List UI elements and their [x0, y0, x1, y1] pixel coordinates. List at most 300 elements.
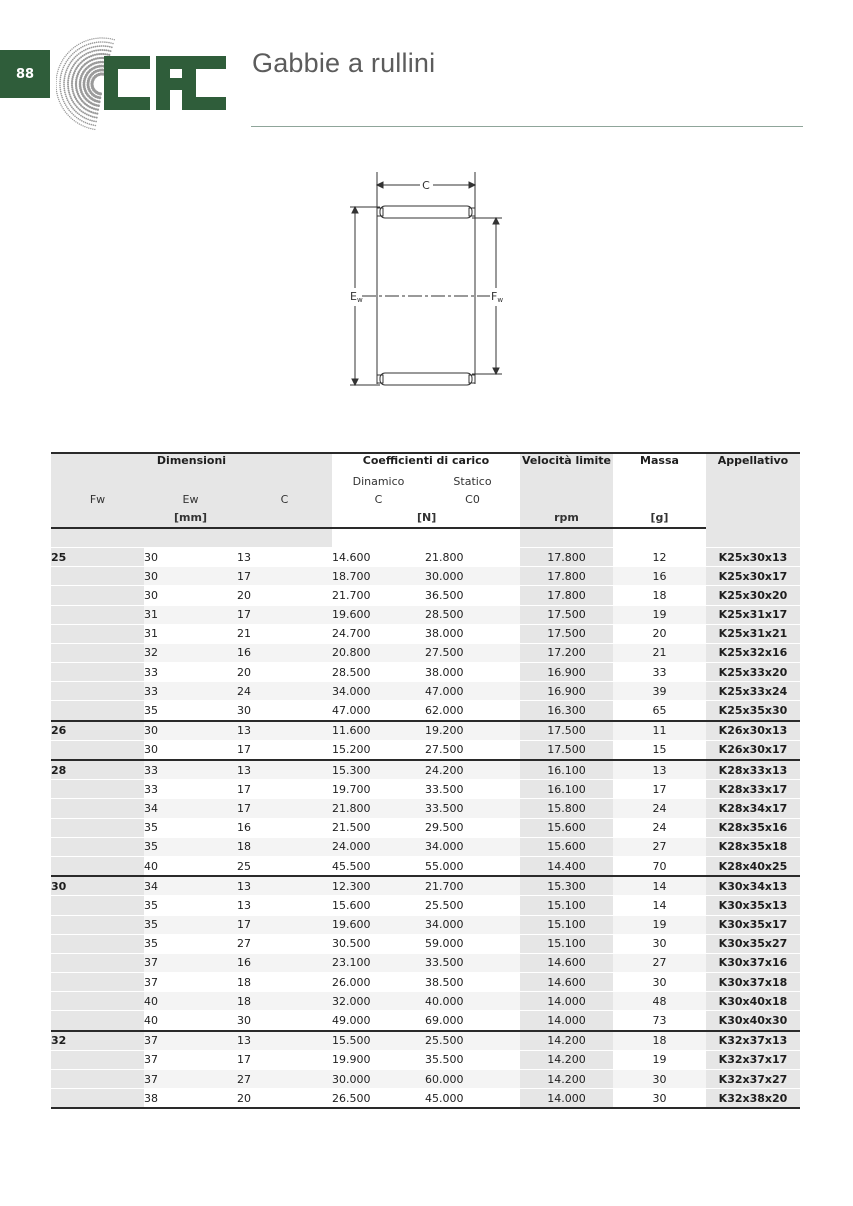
logo-dot: [59, 85, 61, 87]
logo-dot: [101, 45, 103, 47]
logo-dot: [65, 63, 67, 65]
logo-dot: [77, 112, 79, 114]
logo-dot: [66, 106, 68, 108]
logo-dot: [68, 51, 69, 52]
logo-dot: [85, 122, 87, 124]
cell-fw: [51, 799, 144, 818]
cell-mas: 11: [613, 721, 706, 741]
table-row: [51, 1011, 800, 1031]
table-row: [51, 896, 800, 915]
cell-c: 16: [237, 643, 332, 662]
table-row: [51, 740, 800, 760]
logo-dot: [68, 75, 70, 77]
cell-fw: [51, 663, 144, 682]
logo-dot: [74, 115, 76, 117]
cell-vel: 17.800: [520, 547, 613, 566]
logo-dot: [70, 111, 72, 113]
logo-dot: [66, 61, 68, 63]
cell-sta: 25.500: [425, 896, 520, 915]
logo-dot: [58, 99, 59, 100]
header-fw: Fw: [51, 490, 144, 508]
cell-vel: 17.200: [520, 643, 613, 662]
cell-dyn: 49.000: [332, 1011, 425, 1031]
logo-dot: [85, 53, 87, 55]
cell-fw: [51, 682, 144, 701]
cell-vel: 16.300: [520, 701, 613, 721]
logo-dot: [89, 123, 91, 125]
logo-dot: [91, 120, 93, 122]
cell-ew: 30: [144, 567, 237, 586]
table-row: [51, 1050, 800, 1069]
logo-dot: [84, 117, 86, 119]
cell-ew: 37: [144, 1070, 237, 1089]
cell-mas: 27: [613, 837, 706, 856]
cell-app: K30x37x16: [706, 953, 800, 972]
logo-dot: [59, 65, 60, 66]
logo-dot: [69, 56, 71, 58]
cell-mas: 27: [613, 953, 706, 972]
cell-app: K32x37x17: [706, 1050, 800, 1069]
logo-dot: [84, 54, 86, 56]
logo-dot: [88, 56, 90, 58]
cell-mas: 17: [613, 780, 706, 799]
logo-dot: [89, 47, 91, 49]
logo-dot: [77, 122, 78, 123]
logo-dot: [63, 67, 65, 69]
logo-dot: [90, 111, 92, 113]
table-row: [51, 818, 800, 837]
cell-c: 17: [237, 567, 332, 586]
cell-app: K30x40x30: [706, 1011, 800, 1031]
table-row: [51, 643, 800, 662]
cell-ew: 38: [144, 1089, 237, 1109]
logo-dot: [87, 40, 88, 41]
logo-dot: [88, 127, 89, 128]
cell-app: K32x37x13: [706, 1031, 800, 1051]
logo-dot: [94, 42, 96, 44]
page-title: Gabbie a rullini: [252, 48, 436, 78]
cell-c: 20: [237, 1089, 332, 1109]
cell-ew: 34: [144, 876, 237, 896]
cell-ew: 35: [144, 915, 237, 934]
logo-dot: [61, 106, 62, 107]
cell-dyn: 21.800: [332, 799, 425, 818]
cell-sta: 19.200: [425, 721, 520, 741]
logo-dot: [99, 49, 101, 51]
cell-c: 27: [237, 1070, 332, 1089]
logo-dot: [71, 86, 73, 88]
logo-dot: [61, 95, 63, 97]
logo-dot: [91, 38, 92, 39]
cell-dyn: 24.000: [332, 837, 425, 856]
logo-dot: [56, 91, 57, 92]
cell-sta: 30.000: [425, 567, 520, 586]
logo-dot: [75, 81, 77, 83]
logo-dot: [96, 53, 98, 55]
cell-fw: [51, 567, 144, 586]
cell-sta: 38.000: [425, 624, 520, 643]
cell-c: 13: [237, 896, 332, 915]
logo-dot: [78, 44, 79, 45]
logo-dot: [62, 99, 64, 101]
logo-dot: [78, 114, 80, 116]
cell-vel: 17.500: [520, 605, 613, 624]
cell-vel: 15.800: [520, 799, 613, 818]
cell-fw: [51, 605, 144, 624]
table-row: [51, 856, 800, 876]
logo-dot: [60, 93, 62, 95]
logo-dot: [110, 50, 112, 52]
header-dimensioni: Dimensioni: [51, 453, 332, 472]
logo-dot: [65, 111, 66, 112]
logo-dot: [61, 70, 63, 72]
table-row: [51, 1070, 800, 1089]
logo-dot: [74, 96, 76, 98]
unit-mm: [mm]: [144, 509, 237, 528]
cell-dyn: 19.600: [332, 605, 425, 624]
cell-vel: 14.000: [520, 1089, 613, 1109]
cell-dyn: 45.500: [332, 856, 425, 876]
logo-dot: [60, 63, 61, 64]
logo-dot: [67, 66, 69, 68]
logo-dot: [103, 37, 104, 38]
cell-fw: [51, 1070, 144, 1089]
cell-mas: 13: [613, 760, 706, 780]
logo-dot: [87, 52, 89, 54]
logo-dot: [83, 121, 85, 123]
cell-dyn: 21.700: [332, 586, 425, 605]
cell-mas: 18: [613, 586, 706, 605]
cell-sta: 33.500: [425, 953, 520, 972]
logo-dot: [79, 48, 81, 50]
cell-fw: [51, 1089, 144, 1109]
cell-fw: 28: [51, 760, 144, 780]
cell-sta: 21.800: [425, 547, 520, 566]
logo-dot: [67, 87, 69, 89]
cell-app: K25x30x20: [706, 586, 800, 605]
cell-sta: 69.000: [425, 1011, 520, 1031]
logo-dot: [112, 43, 114, 45]
table-row: [51, 780, 800, 799]
cell-dyn: 30.000: [332, 1070, 425, 1089]
logo-dot: [98, 53, 100, 55]
cell-sta: 47.000: [425, 682, 520, 701]
table-row: [51, 837, 800, 856]
logo-dot: [109, 46, 111, 48]
cell-app: K28x34x17: [706, 799, 800, 818]
logo-dot: [75, 56, 77, 58]
logo-dot: [80, 52, 82, 54]
logo-dot: [90, 128, 91, 129]
cell-mas: 20: [613, 624, 706, 643]
cell-app: K25x30x17: [706, 567, 800, 586]
logo-dot: [69, 116, 70, 117]
cell-fw: 26: [51, 721, 144, 741]
logo-dot: [63, 83, 65, 85]
logo-dot: [69, 94, 71, 96]
cell-ew: 40: [144, 1011, 237, 1031]
logo-dot: [59, 81, 61, 83]
logo-dot: [61, 61, 62, 62]
cell-vel: 15.100: [520, 915, 613, 934]
logo-dot: [74, 52, 76, 54]
table-row: [51, 1031, 800, 1051]
header-coefficienti: Coefficienti di carico: [332, 453, 520, 472]
cell-fw: [51, 624, 144, 643]
logo-dot: [84, 112, 86, 114]
cell-dyn: 12.300: [332, 876, 425, 896]
logo-dot: [60, 76, 62, 78]
cell-c: 27: [237, 934, 332, 953]
cell-c: 30: [237, 1011, 332, 1031]
logo-dot: [87, 48, 89, 50]
logo-dot: [58, 67, 59, 68]
logo-dot: [93, 46, 95, 48]
cell-sta: 28.500: [425, 605, 520, 624]
logo-dot: [62, 97, 64, 99]
table-row: [51, 547, 800, 566]
cell-sta: 60.000: [425, 1070, 520, 1089]
cell-ew: 35: [144, 896, 237, 915]
logo-dot: [90, 55, 92, 57]
cell-dyn: 18.700: [332, 567, 425, 586]
logo-dot: [89, 51, 91, 53]
logo-dot: [56, 89, 57, 90]
cell-c: 16: [237, 818, 332, 837]
cell-app: K30x35x13: [706, 896, 800, 915]
logo-dot: [73, 64, 75, 66]
cell-dyn: 19.700: [332, 780, 425, 799]
logo-dot: [83, 50, 85, 52]
table-row: [51, 1089, 800, 1109]
logo-dot: [80, 43, 81, 44]
cell-c: 20: [237, 663, 332, 682]
logo-dot: [72, 59, 74, 61]
logo-dot: [67, 83, 69, 85]
logo-dot: [101, 49, 103, 51]
cell-app: K28x40x25: [706, 856, 800, 876]
cell-sta: 40.000: [425, 992, 520, 1011]
logo-dot: [90, 115, 92, 117]
spec-table: [51, 452, 800, 1109]
logo-dot: [64, 92, 66, 94]
logo-dot: [82, 55, 84, 57]
logo-dot: [67, 67, 69, 69]
cell-sta: 33.500: [425, 780, 520, 799]
logo-dot: [96, 117, 98, 119]
logo-dot: [70, 50, 71, 51]
cell-sta: 59.000: [425, 934, 520, 953]
cell-vel: 14.400: [520, 856, 613, 876]
cell-dyn: 32.000: [332, 992, 425, 1011]
cell-vel: 17.500: [520, 740, 613, 760]
logo-dot: [114, 39, 115, 40]
cell-vel: 14.000: [520, 1011, 613, 1031]
cell-fw: [51, 1011, 144, 1031]
logo-dot: [68, 92, 70, 94]
logo-dot: [74, 109, 76, 111]
logo-dot: [108, 38, 109, 39]
cell-dyn: 19.900: [332, 1050, 425, 1069]
logo-dot: [60, 79, 62, 81]
cell-mas: 39: [613, 682, 706, 701]
logo-dot: [99, 37, 100, 38]
cell-app: K25x33x20: [706, 663, 800, 682]
logo-dot: [68, 115, 69, 116]
cell-app: K25x30x13: [706, 547, 800, 566]
logo-dot: [63, 58, 64, 59]
logo-graphic: [56, 30, 231, 138]
logo-dot: [89, 39, 90, 40]
logo-dot: [106, 42, 108, 44]
cell-app: K28x35x16: [706, 818, 800, 837]
table-row: [51, 973, 800, 992]
cell-fw: [51, 856, 144, 876]
logo-dot: [71, 84, 73, 86]
cell-app: K30x40x18: [706, 992, 800, 1011]
logo-dot: [72, 74, 74, 76]
logo-dot: [100, 53, 102, 55]
cell-sta: 25.500: [425, 1031, 520, 1051]
logo-dot: [86, 127, 87, 128]
cell-app: K32x38x20: [706, 1089, 800, 1109]
cell-ew: 40: [144, 856, 237, 876]
cell-dyn: 15.600: [332, 896, 425, 915]
logo-dot: [83, 41, 84, 42]
logo-dot: [75, 121, 76, 122]
header-velocita: Velocità limite: [520, 453, 613, 472]
cell-vel: 16.100: [520, 780, 613, 799]
logo-dot: [71, 55, 73, 57]
logo-dot: [102, 41, 104, 43]
cell-vel: 15.100: [520, 934, 613, 953]
logo-dot: [95, 121, 97, 123]
cell-fw: [51, 818, 144, 837]
cell-fw: [51, 740, 144, 760]
logo-dot: [70, 62, 72, 64]
cell-dyn: 30.500: [332, 934, 425, 953]
cell-mas: 70: [613, 856, 706, 876]
cell-ew: 35: [144, 934, 237, 953]
cell-dyn: 19.600: [332, 915, 425, 934]
logo-dot: [76, 61, 78, 63]
logo-dot: [110, 38, 111, 39]
logo-dot: [68, 64, 70, 66]
logo-dot: [78, 118, 80, 120]
logo-dot: [97, 49, 99, 51]
logo-dot: [95, 46, 97, 48]
logo-dot: [106, 53, 108, 55]
logo-dot: [86, 44, 88, 46]
table-row: [51, 721, 800, 741]
cell-dyn: 20.800: [332, 643, 425, 662]
cell-sta: 38.000: [425, 663, 520, 682]
logo-dot: [81, 51, 83, 53]
logo-dot: [76, 117, 78, 119]
logo-dot: [72, 66, 74, 68]
cell-fw: 30: [51, 876, 144, 896]
logo-dot: [60, 104, 61, 105]
logo-dot: [75, 87, 77, 89]
logo-dot: [72, 53, 74, 55]
cell-fw: [51, 934, 144, 953]
cell-sta: 27.500: [425, 643, 520, 662]
logo-dot: [82, 42, 83, 43]
logo-dot: [73, 72, 75, 74]
cell-sta: 35.500: [425, 1050, 520, 1069]
logo-dot: [68, 90, 70, 92]
unit-n: [N]: [425, 509, 520, 528]
cell-ew: 30: [144, 721, 237, 741]
logo-dot: [65, 71, 67, 73]
logo-dot: [71, 113, 73, 115]
cell-dyn: 28.500: [332, 663, 425, 682]
logo-dot: [104, 41, 106, 43]
logo-dot: [85, 118, 87, 120]
logo-dot: [72, 90, 74, 92]
cell-app: K26x30x13: [706, 721, 800, 741]
logo-dot: [85, 40, 86, 41]
cell-fw: [51, 896, 144, 915]
logo-dot: [66, 69, 68, 71]
cell-sta: 55.000: [425, 856, 520, 876]
logo-dot: [57, 73, 58, 74]
logo-dot: [81, 124, 82, 125]
cell-fw: [51, 780, 144, 799]
cell-ew: 32: [144, 643, 237, 662]
cell-fw: [51, 992, 144, 1011]
logo-dot: [100, 41, 102, 43]
logo-dot: [82, 125, 83, 126]
cell-ew: 30: [144, 740, 237, 760]
logo-dot: [59, 101, 60, 102]
cell-vel: 14.000: [520, 992, 613, 1011]
cell-mas: 21: [613, 643, 706, 662]
cell-mas: 33: [613, 663, 706, 682]
logo-dot: [68, 77, 70, 79]
cell-c: 30: [237, 701, 332, 721]
logo-dot: [82, 111, 84, 113]
logo-dot: [99, 45, 101, 47]
cell-ew: 35: [144, 818, 237, 837]
logo-dot: [72, 108, 74, 110]
logo-dot: [56, 81, 57, 82]
cell-ew: 40: [144, 992, 237, 1011]
logo-dot: [85, 49, 87, 51]
cell-dyn: 34.000: [332, 682, 425, 701]
logo-dot: [74, 120, 75, 121]
logo-dot: [88, 43, 90, 45]
logo-dot: [91, 124, 93, 126]
cell-sta: 45.000: [425, 1089, 520, 1109]
cell-vel: 15.300: [520, 876, 613, 896]
logo-dot: [64, 90, 66, 92]
header-ew: Ew: [144, 490, 237, 508]
cell-vel: 17.800: [520, 586, 613, 605]
unit-g: [g]: [613, 509, 706, 528]
logo-dot: [63, 101, 65, 103]
logo-dot: [92, 54, 94, 56]
logo-dot: [105, 45, 107, 47]
logo-dot: [87, 123, 89, 125]
logo-dot: [66, 54, 67, 55]
cell-vel: 15.600: [520, 837, 613, 856]
cell-sta: 27.500: [425, 740, 520, 760]
logo-dot: [65, 96, 67, 98]
logo-dot: [73, 114, 75, 116]
logo-dot: [94, 129, 95, 130]
logo-dot: [92, 128, 93, 129]
